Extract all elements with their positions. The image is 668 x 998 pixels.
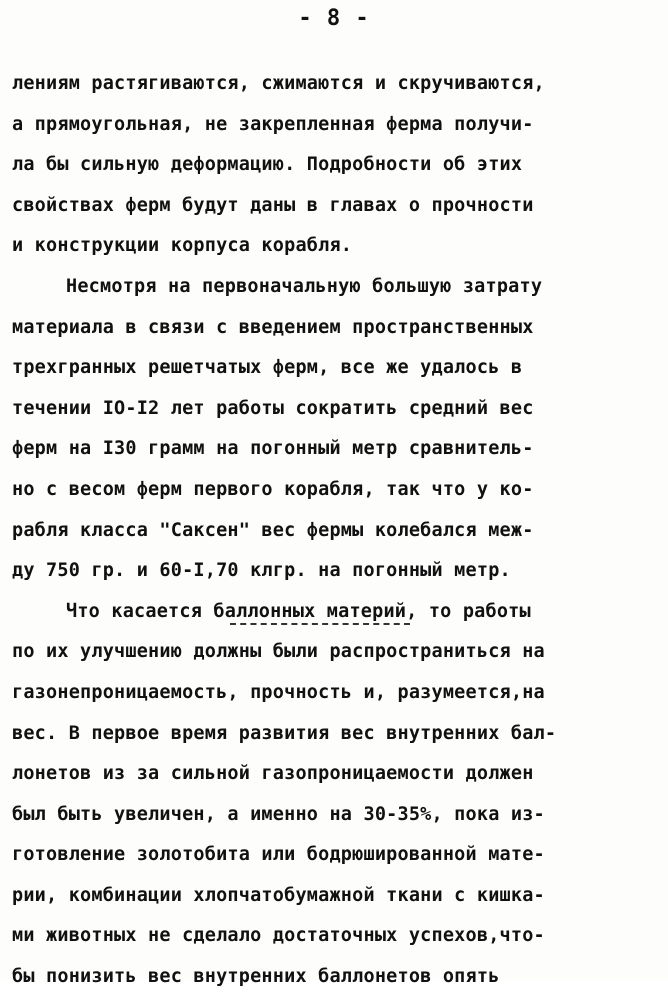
text-line: готовление золотобита или бодрюшированной мате-	[12, 844, 545, 866]
text-line: бы понизить вес внутренних баллонетов опять	[12, 966, 500, 988]
text-line: свойствах ферм будут даны в главах о прочности	[12, 194, 534, 216]
text-line: ла бы сильную деформацию. Подробности об этих	[12, 154, 523, 176]
body-text	[12, 64, 652, 998]
text-line: рабля класса "Саксен" вес фермы колебался меж-	[12, 519, 534, 541]
paragraph-start-line: Несмотря на первоначальную большую затрату	[66, 275, 543, 297]
text-line: рии, комбинации хлопчатобумажной ткани с кишка-	[12, 884, 545, 906]
text-line: ду 750 гр. и 60-I,70 клгр. на погонный метр.	[12, 560, 511, 582]
text-line: газонепроницаемость, прочность и, разумеется,на	[12, 681, 545, 703]
paragraph-start-text: Что касается баллонных материй, то работы	[66, 600, 531, 622]
text-line: трехгранных решетчатых ферм, все же удалось в	[12, 357, 523, 379]
text-line: по их улучшению должны были распространиться на	[12, 641, 545, 663]
text-line: но с весом ферм первого корабля, так что у ко-	[12, 478, 534, 500]
text-line: лонетов из за сильной газопроницаемости должен	[12, 763, 534, 785]
text-line: а прямоугольная, не закрепленная ферма получи-	[12, 113, 534, 135]
text-line: ферм на I30 грамм на погонный метр сравнитель-	[12, 438, 534, 460]
page-number: - 8 -	[298, 6, 370, 31]
text-line: вес. В первое время развития вес внутренних бал-	[12, 722, 557, 744]
text-line: лениям растягиваются, сжимаются и скручиваются,	[12, 73, 545, 94]
text-line: течении IO-I2 лет работы сократить средний вес	[12, 397, 534, 419]
text-line: был быть увеличен, а именно на 30-35%, пока из-	[12, 803, 545, 825]
paragraph-start-line	[12, 592, 652, 633]
text-line: материала в связи с введением пространственных	[12, 316, 534, 338]
text-line: ми животных не сделало достаточных успехов,что-	[12, 925, 545, 947]
text-line: и конструкции корпуса корабля.	[12, 235, 353, 257]
typed-underline	[230, 623, 410, 625]
